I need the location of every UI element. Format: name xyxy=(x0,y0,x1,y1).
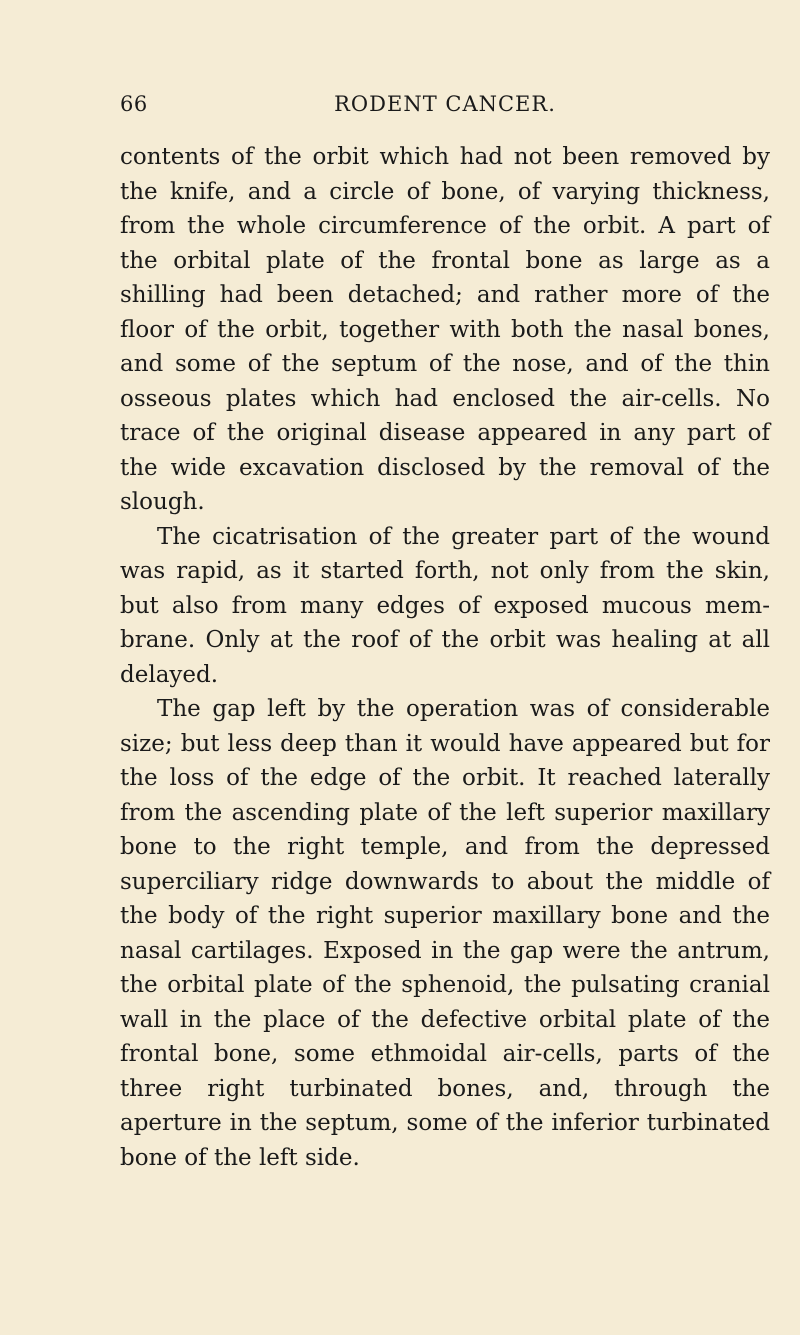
paragraph-gap: The gap left by the operation was of considerable size; but less deep than it would have appeared but for the loss of the edge of the orbit. It reached laterally from the ascending plate of the left superior maxillary bone to the right temple, and from the depressed superciliary ridge downwards to about the middle of the body of the right superior maxillary bone and the nasal cartilages. Exposed in the gap were the antrum, the orbital plate of the sphenoid, the pulsating cranial wall in the place of the defective orbital plate of the frontal bone, some ethmoidal air-cells, parts of the three right turbinated bones, and, through the aperture in the septum, some of the inferior turbinated bone of the left side. xyxy=(120,696,770,1171)
running-title: RODENT CANCER. xyxy=(334,92,556,116)
body-text xyxy=(120,140,770,1175)
page-header xyxy=(120,92,770,120)
page-number: 66 xyxy=(120,92,148,116)
paragraph-cicatrisation: The cicatrisation of the greater part of the wound was rapid, as it started forth, not only from the skin, but also from many edges of exposed mucous membrane. Only at the roof of the orbit was healing at all delayed. xyxy=(120,523,770,688)
paragraph-continued: contents of the orbit which had not been removed by the knife, and a circle of bone, of varying thickness, from the whole circumference of the orbit. A part of the orbital plate of the frontal bone as large as a shilling had been detached; and rather more of the floor of the orbit, together with both the nasal bones, and some of the septum of the nose, and of the thin osseous plates which had enclosed the air-cells. No trace of the original disease appeared in any part of the wide excavation disclosed by the removal of the slough. xyxy=(120,144,770,515)
